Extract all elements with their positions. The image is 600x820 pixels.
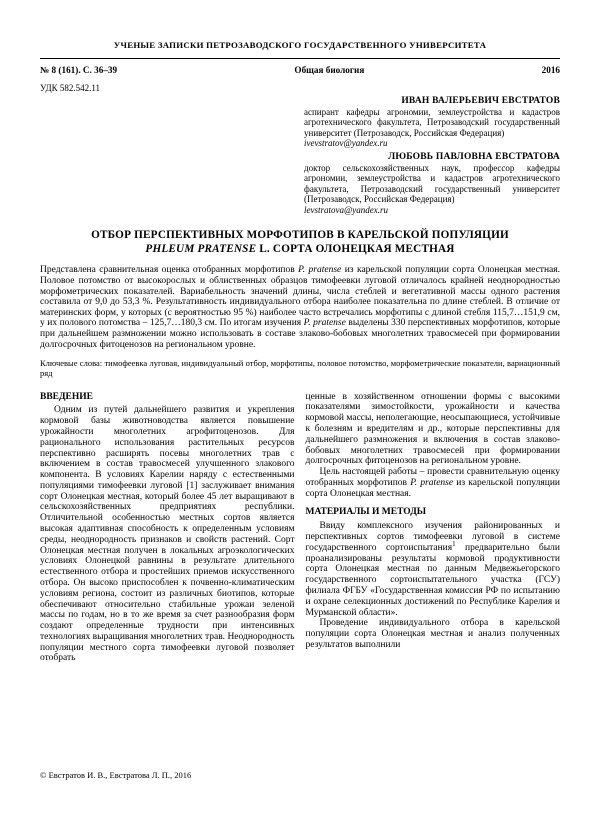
paper-title-line2: PHLEUM PRATENSE L. СОРТА ОЛОНЕЦКАЯ МЕСТНАЯ [145, 242, 455, 255]
species-name: P. pratense [298, 265, 342, 276]
right-column [306, 392, 561, 665]
methods-paragraph-1: Ввиду комплексного изучения районированных и перспективных сортов тимофеевки луговой в системе государственного сортоиспытания$^1$ предварительно были проанализированы результаты кормовой продуктивности сорта Олонецкая местная по данным Медвежьегорского государственного сортоиспытательного участка (ГСУ) филиала ФГБУ «Государственная комиссия РФ по испытанию и охране селекционных достижений по Республике Карелия и Мурманской области». [305, 521, 560, 618]
author-email: ivevstratov@yandex.ru [304, 138, 388, 149]
author-name: ЛЮБОВЬ ПАВЛОВНА ЕВСТРАТОВА [388, 151, 560, 162]
header-divider [40, 58, 560, 59]
species-name: P. pratense [303, 318, 346, 329]
intro-continuation-paragraph: ценные в хозяйственном отношении формы с высокими показателями зимостойкости, урожайности и качества кормовой массы, неполегающие, неосыпающиеся, устойчивые к болезням и вредителям и др., которые перспективны для дальнейшего размножения и включения в состав злаково-бобовых многолетних травосмесей при формировании долгосрочных фитоценозов на региональном уровне. [305, 391, 560, 467]
author-email: levstratova@yandex.ru [304, 204, 389, 215]
paper-title-line1: ОТБОР ПЕРСПЕКТИВНЫХ МОРФОТИПОВ В КАРЕЛЬСКОЙ ПОПУЛЯЦИИ [91, 228, 509, 241]
issue-meta-row [40, 65, 560, 75]
copyright-line: © Евстратов И. В., Евстратова Л. П., 2016 [40, 770, 192, 780]
author-name: ИВАН ВАЛЕРЬЕВИЧ ЕВСТРАТОВ [401, 96, 560, 106]
author-affiliation: аспирант кафедры агрономии, землеустройства и кадастров агротехнического факультета, Петрозаводский государственный университет (Петрозаводск, Российская Федерация) [304, 107, 560, 138]
keywords: Ключевые слова: тимофеевка луговая, индивидуальный отбор, морфотипы, половое потомство, морфометрические показатели, вариационный ряд [40, 358, 560, 378]
paper-title [40, 229, 560, 256]
two-column-body [40, 392, 560, 665]
methods-paragraph-2: Проведение индивидуального отбора в карельской популяции сорта Олонецкая местная и анализ полученных результатов выполнили [305, 618, 560, 650]
intro-heading: ВВЕДЕНИЕ [40, 391, 93, 402]
species-name: PHLEUM PRATENSE [145, 242, 257, 255]
author-block-2 [304, 152, 560, 215]
section-label: Общая биология [294, 65, 365, 75]
journal-header: УЧЕНЫЕ ЗАПИСКИ ПЕТРОЗАВОДСКОГО ГОСУДАРСТВЕННОГО УНИВЕРСИТЕТА [113, 40, 487, 50]
year-label: 2016 [541, 65, 560, 75]
intro-paragraph: Одним из путей дальнейшего развития и укрепления кормовой базы животноводства является повышение урожайности многолетних агрофитоценозов. Для рационального использования растительных ресурсов перспективно расширять посевы многолетних трав с включением в состав травосмесей улучшенного злакового компонента. В условиях Карелии наряду с естественными популяциями тимофеевки луговой [1] заслуживает внимания сорт Олонецкая местная, который более 45 лет выращивают в сельскохозяйственных предприятиях республики. Отличительной особенностью местных сортов является высокая адаптивная способность к определенным условиям среды, неоднородность признаков и свойств растений. Сорт Олонецкая местная получен в локальных агроэкологических условиях Олонецкой равнины в результате длительного естественного отбора и простейших приемов искусственного отбора. Он высоко приспособлен к почвенно-климатическим условиям региона, состоит из различных биотипов, которые обеспечивают относительно стабильные урожаи зеленой массы по годам, но в то же время за счет разнообразия форм создают определенные трудности при интенсивных технологиях выращивания многолетних трав. Неоднородность популяции местного сорта тимофеевки луговой позволяет отобрать [40, 405, 295, 664]
goal-paragraph: Цель настоящей работы – провести сравнительную оценку отобранных морфотипов P. pratense из карельской популяции сорта Олонецкая местная. [305, 467, 560, 499]
author-affiliation: доктор сельскохозяйственных наук, профессор кафедры агрономии, землеустройства и кадастров агротехнического факультета, Петрозаводский государственный университет (Петрозаводск, Российская Федерация) [304, 162, 560, 205]
udc-label: УДК 582.542.11 [40, 83, 101, 93]
issue-pages: № 8 (161). С. 36–39 [40, 65, 118, 75]
abstract: Представлена сравнительная оценка отобранных морфотипов P. pratense из карельской популяции сорта Олонецкая местная. Половое потомство от высокорослых и облиственных образцов тимофеевки луговой отличалось крайней неоднородностью морфометрических показателей. Вариабельность значений длины, числа стеблей и вегетативной массы одного растения составила от 9,0 до 53,3 %. Результативность индивидуального отбора наиболее показательна по длине стеблей. В отличие от материнских форм, у которых (с вероятностью 95 %) наиболее часто встречались морфотипы с длиной стебля 115,7…151,9 см, у их полового потомства – 125,7…180,3 см. По итогам изучения P. pratense выделены 330 перспективных морфотипов, которые при дальнейшем размножении можно использовать в составе злаково-бобовых многолетних травосмесей при формировании долгосрочных фитоценозов на региональном уровне. [40, 265, 560, 350]
methods-heading: МАТЕРИАЛЫ И МЕТОДЫ [305, 507, 427, 518]
footnote-marker: 1 [452, 539, 456, 548]
species-name: P. pratense [410, 477, 454, 488]
left-column [40, 392, 295, 665]
author-block-1 [304, 96, 560, 149]
